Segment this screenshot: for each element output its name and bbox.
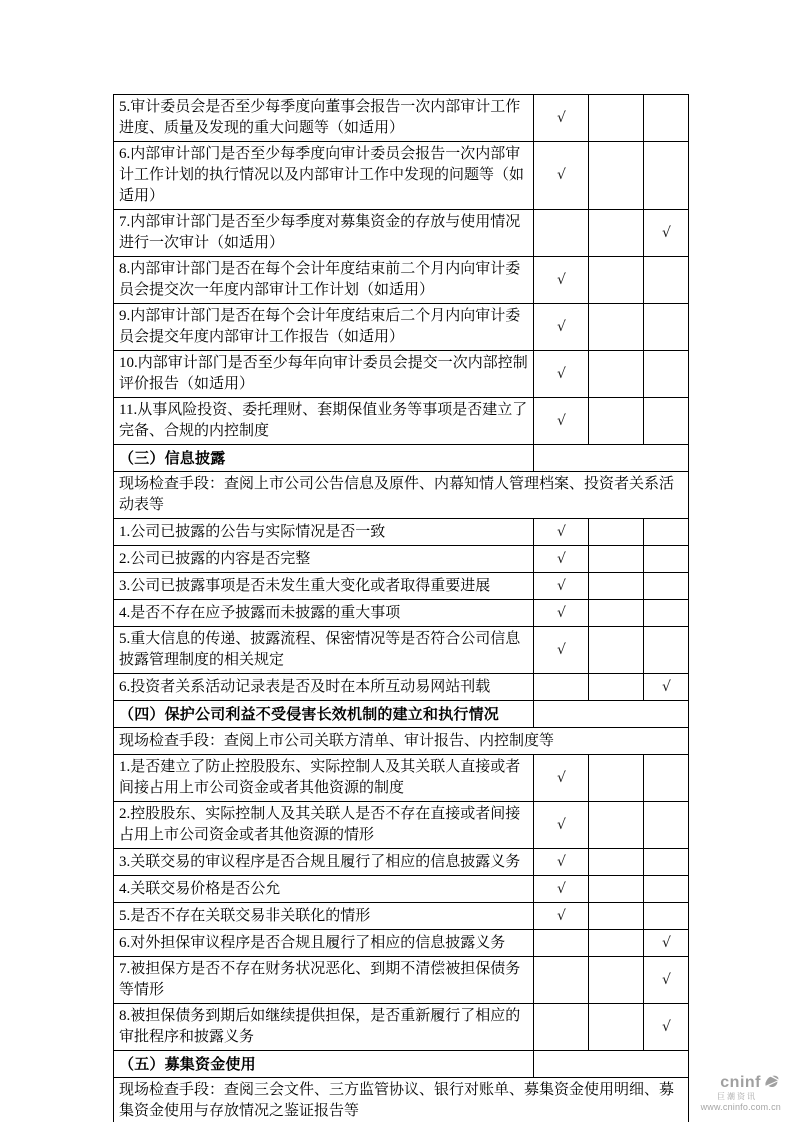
- method-text: 现场检查手段：查阅上市公司公告信息及原件、内幕知情人管理档案、投资者关系活动表等: [114, 472, 689, 519]
- method-text: 现场检查手段：查阅三会文件、三方监管协议、银行对账单、募集资金使用明细、募集资金使用与存放情况之鉴证报告等: [114, 1078, 689, 1122]
- check-cell: [589, 142, 644, 210]
- check-cell-checked: √: [534, 304, 589, 351]
- table-row: [114, 876, 689, 903]
- cninfo-brand-line: [701, 1074, 781, 1092]
- table-row: [114, 701, 689, 728]
- check-cell: [589, 755, 644, 802]
- table-row: [114, 802, 689, 849]
- item-text: 2.控股股东、实际控制人及其关联人是否不存在直接或者间接占用上市公司资金或者其他资源的情形: [114, 802, 534, 849]
- item-text: 8.被担保债务到期后如继续提供担保，是否重新履行了相应的审批程序和披露义务: [114, 1004, 534, 1051]
- method-text: 现场检查手段：查阅上市公司关联方清单、审计报告、内控制度等: [114, 728, 689, 755]
- section-title: （四）保护公司利益不受侵害长效机制的建立和执行情况: [114, 701, 534, 728]
- check-cell-checked: √: [644, 210, 689, 257]
- table-row: [114, 95, 689, 142]
- item-text: 1.是否建立了防止控股股东、实际控制人及其关联人直接或者间接占用上市公司资金或者其他资源的制度: [114, 755, 534, 802]
- table-row: [114, 304, 689, 351]
- check-cell-checked: √: [644, 1004, 689, 1051]
- table-row: [114, 546, 689, 573]
- table-row: [114, 573, 689, 600]
- table-row: [114, 142, 689, 210]
- item-text: 2.公司已披露的内容是否完整: [114, 546, 534, 573]
- check-cell-checked: √: [534, 903, 589, 930]
- check-cell: [589, 903, 644, 930]
- check-cell: [644, 802, 689, 849]
- check-cell-checked: √: [534, 802, 589, 849]
- table-row: [114, 957, 689, 1004]
- check-cell: [644, 519, 689, 546]
- check-cell: [589, 674, 644, 701]
- item-text: 5.重大信息的传递、披露流程、保密情况等是否符合公司信息披露管理制度的相关规定: [114, 627, 534, 674]
- check-cell-checked: √: [534, 398, 589, 445]
- cninfo-url: www.cninfo.com.cn: [700, 1102, 781, 1113]
- check-cell: [589, 351, 644, 398]
- table-row: [114, 519, 689, 546]
- check-cell: [644, 600, 689, 627]
- table-row: [114, 627, 689, 674]
- item-text: 7.被担保方是否不存在财务状况恶化、到期不清偿被担保债务等情形: [114, 957, 534, 1004]
- check-cell: [589, 876, 644, 903]
- table-row: [114, 755, 689, 802]
- check-cell: [644, 903, 689, 930]
- item-text: 8.内部审计部门是否在每个会计年度结束前二个月内向审计委员会提交次一年度内部审计工作计划（如适用）: [114, 257, 534, 304]
- check-cell: [534, 210, 589, 257]
- table-row: [114, 600, 689, 627]
- check-cell: [589, 600, 644, 627]
- check-cell: [589, 930, 644, 957]
- table-row: [114, 930, 689, 957]
- check-cell-checked: √: [534, 142, 589, 210]
- section-merged-cell: [534, 1051, 689, 1078]
- check-cell: [589, 957, 644, 1004]
- check-cell-checked: √: [534, 600, 589, 627]
- check-cell: [644, 304, 689, 351]
- table-row: [114, 257, 689, 304]
- check-cell: [534, 1004, 589, 1051]
- table-row: [114, 445, 689, 472]
- section-title: （五）募集资金使用: [114, 1051, 534, 1078]
- table-row: [114, 903, 689, 930]
- check-cell: [644, 755, 689, 802]
- check-cell: [589, 627, 644, 674]
- item-text: 7.内部审计部门是否至少每季度对募集资金的存放与使用情况进行一次审计（如适用）: [114, 210, 534, 257]
- check-cell: [589, 398, 644, 445]
- table-row: [114, 472, 689, 519]
- table-row: [114, 849, 689, 876]
- check-cell: [534, 674, 589, 701]
- check-cell-checked: √: [534, 351, 589, 398]
- check-cell-checked: √: [534, 876, 589, 903]
- check-cell-checked: √: [534, 755, 589, 802]
- inspection-checklist-table: [113, 94, 689, 1122]
- check-cell-checked: √: [534, 573, 589, 600]
- check-cell-checked: √: [534, 546, 589, 573]
- check-cell: [644, 876, 689, 903]
- item-text: 4.是否不存在应予披露而未披露的重大事项: [114, 600, 534, 627]
- item-text: 3.公司已披露事项是否未发生重大变化或者取得重要进展: [114, 573, 534, 600]
- check-cell-checked: √: [534, 95, 589, 142]
- table-row: [114, 1078, 689, 1122]
- check-cell-checked: √: [534, 519, 589, 546]
- check-cell: [644, 573, 689, 600]
- check-cell: [589, 573, 644, 600]
- check-cell-checked: √: [534, 257, 589, 304]
- item-text: 10.内部审计部门是否至少每年向审计委员会提交一次内部控制评价报告（如适用）: [114, 351, 534, 398]
- table-row: [114, 1051, 689, 1078]
- table-row: [114, 351, 689, 398]
- check-cell: [644, 95, 689, 142]
- check-cell: [589, 519, 644, 546]
- check-cell-checked: √: [534, 849, 589, 876]
- cninfo-swoosh-icon: [762, 1074, 781, 1091]
- check-cell-checked: √: [644, 930, 689, 957]
- check-cell: [644, 142, 689, 210]
- table-row: [114, 1004, 689, 1051]
- check-cell: [534, 957, 589, 1004]
- check-cell: [589, 257, 644, 304]
- check-cell-checked: √: [644, 957, 689, 1004]
- table-row: [114, 210, 689, 257]
- check-cell: [644, 849, 689, 876]
- table-row: [114, 728, 689, 755]
- item-text: 3.关联交易的审议程序是否合规且履行了相应的信息披露义务: [114, 849, 534, 876]
- section-merged-cell: [534, 445, 689, 472]
- check-cell: [534, 930, 589, 957]
- item-text: 9.内部审计部门是否在每个会计年度结束后二个月内向审计委员会提交年度内部审计工作报告（如适用）: [114, 304, 534, 351]
- item-text: 6.内部审计部门是否至少每季度向审计委员会报告一次内部审计工作计划的执行情况以及内部审计工作中发现的问题等（如适用）: [114, 142, 534, 210]
- check-cell: [589, 802, 644, 849]
- check-cell: [589, 210, 644, 257]
- table-row: [114, 398, 689, 445]
- check-cell: [644, 398, 689, 445]
- check-cell: [589, 95, 644, 142]
- item-text: 5.审计委员会是否至少每季度向董事会报告一次内部审计工作进度、质量及发现的重大问题等（如适用）: [114, 95, 534, 142]
- section-merged-cell: [534, 701, 689, 728]
- checklist-body: [114, 95, 689, 1122]
- table-row: [114, 674, 689, 701]
- section-title: （三）信息披露: [114, 445, 534, 472]
- check-cell: [644, 627, 689, 674]
- item-text: 6.对外担保审议程序是否合规且履行了相应的信息披露义务: [114, 930, 534, 957]
- check-cell: [589, 849, 644, 876]
- check-cell: [589, 1004, 644, 1051]
- cninfo-chinese-name: 巨潮资讯: [717, 1091, 757, 1101]
- item-text: 1.公司已披露的公告与实际情况是否一致: [114, 519, 534, 546]
- check-cell: [644, 546, 689, 573]
- check-cell: [644, 351, 689, 398]
- item-text: 4.关联交易价格是否公允: [114, 876, 534, 903]
- item-text: 6.投资者关系活动记录表是否及时在本所互动易网站刊载: [114, 674, 534, 701]
- check-cell: [589, 304, 644, 351]
- check-cell-checked: √: [534, 627, 589, 674]
- cninfo-logo: [701, 1074, 781, 1113]
- item-text: 11.从事风险投资、委托理财、套期保值业务等事项是否建立了完备、合规的内控制度: [114, 398, 534, 445]
- item-text: 5.是否不存在关联交易非关联化的情形: [114, 903, 534, 930]
- check-cell-checked: √: [644, 674, 689, 701]
- cninfo-wordmark: cninf: [720, 1074, 761, 1091]
- check-cell: [589, 546, 644, 573]
- check-cell: [644, 257, 689, 304]
